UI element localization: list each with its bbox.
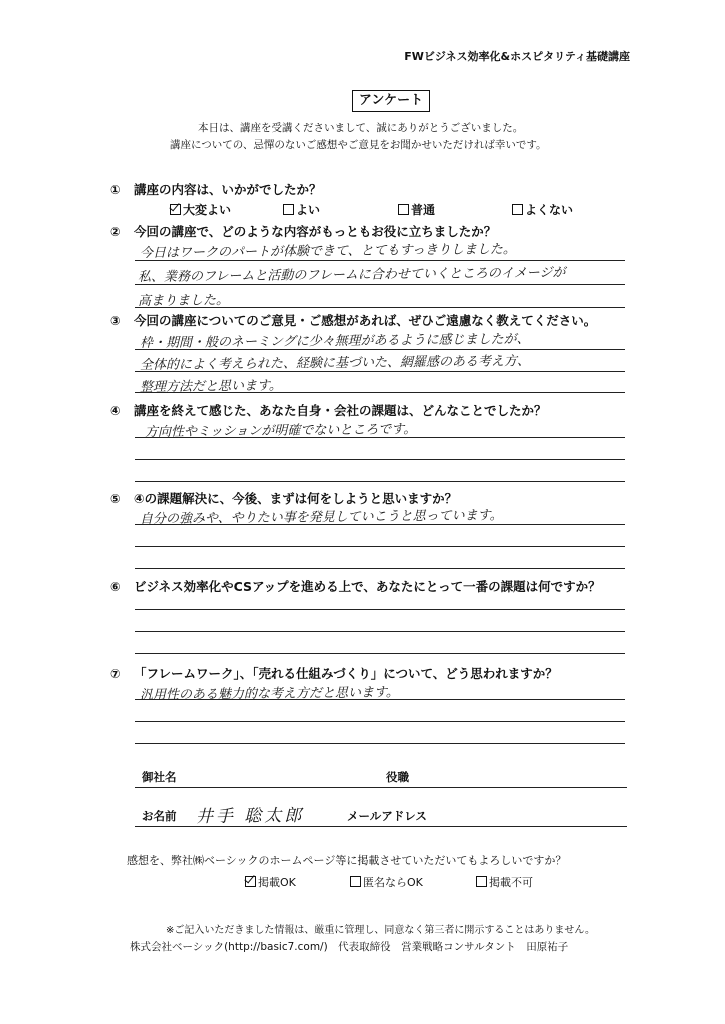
question-number: ⑥	[110, 579, 121, 594]
checked-checkbox-icon[interactable]	[245, 876, 256, 887]
answer-rule	[135, 631, 625, 632]
email-label: メールアドレス	[347, 809, 427, 823]
question-text: ビジネス効率化やCSアップを進める上で、あなたにとって一番の課題は何ですか？	[134, 579, 601, 594]
question-number: ③	[110, 313, 121, 328]
question-text: 「フレームワーク」、「売れる仕組みづくり」について、どう思われますか？	[134, 666, 558, 681]
question-number: ②	[110, 224, 121, 239]
consent-option-anonymous[interactable]	[350, 874, 423, 890]
answer-rule	[135, 349, 625, 350]
question-3	[110, 311, 596, 329]
checkbox-icon[interactable]	[350, 876, 361, 887]
q3-answer-line-2: 全体的によく考えられた、経験に基づいた、網羅感のある考え方、	[139, 353, 530, 373]
answer-rule	[135, 743, 625, 744]
role-label: 役職	[386, 770, 409, 784]
question-text: 今回の講座で、どのような内容がもっともお役に立ちましたか？	[134, 224, 497, 239]
q1-option-4[interactable]	[512, 201, 573, 218]
q3-answer-line-3: 整理方法だと思います。	[139, 378, 282, 395]
checked-checkbox-icon[interactable]	[170, 204, 181, 215]
name-field-rule[interactable]	[135, 826, 627, 827]
question-6	[110, 577, 601, 595]
q5-answer-line-1: 自分の強みや、やりたい事を発見していこうと思っています。	[139, 508, 503, 527]
question-text: 今回の講座についてのご意見・ご感想があれば、ぜひご遠慮なく教えてください。	[134, 313, 597, 328]
checkbox-icon[interactable]	[398, 204, 409, 215]
question-1	[110, 180, 322, 198]
company-label: 御社名	[142, 770, 177, 784]
question-number: ①	[110, 182, 121, 197]
answer-rule	[135, 653, 625, 654]
question-number: ⑤	[110, 491, 121, 506]
answer-rule	[135, 284, 625, 285]
answer-rule	[135, 481, 625, 482]
company-credit: 株式会社ベーシック(http://basic7.com/) 代表取締役 営業戦略コンサルタント 田原祐子	[130, 941, 569, 953]
question-2	[110, 222, 496, 240]
survey-title: アンケート	[352, 90, 430, 112]
option-label: 匿名ならOK	[363, 876, 423, 889]
course-header: FWビジネス効率化&ホスピタリティ基礎講座	[404, 50, 630, 63]
consent-option-ok[interactable]	[245, 874, 296, 890]
question-text: 講座の内容は、いかがでしたか？	[134, 182, 322, 197]
q2-answer-line-2: 私、業務のフレームと活動のフレームに合わせていくところのイメージが	[137, 265, 566, 285]
option-label: 掲載不可	[489, 876, 533, 889]
consent-option-no[interactable]	[476, 874, 533, 890]
consent-question: 感想を、弊社㈱ベーシックのホームページ等に掲載させていただいてもよろしいですか？	[127, 854, 567, 867]
q3-answer-line-1: 枠・期間・般のネーミングに少々無理があるように感じましたが、	[139, 331, 530, 351]
checkbox-icon[interactable]	[512, 204, 523, 215]
question-number: ⑦	[110, 666, 121, 681]
option-label: よい	[296, 203, 321, 217]
question-number: ④	[110, 403, 121, 418]
answer-rule	[135, 437, 625, 438]
q2-answer-line-3: 高まりました。	[137, 293, 230, 309]
answer-rule	[135, 546, 625, 547]
answer-rule	[135, 721, 625, 722]
q1-option-2[interactable]	[283, 201, 320, 218]
option-label: 大変よい	[183, 203, 232, 217]
question-text: ④の課題解決に、今後、まずは何をしようと思いますか？	[134, 491, 458, 506]
option-label: 掲載OK	[258, 876, 296, 889]
question-7	[110, 664, 558, 682]
option-label: 普通	[411, 203, 436, 217]
company-field-rule[interactable]	[135, 787, 627, 788]
answer-rule	[135, 699, 625, 700]
q4-answer-line-1: 方向性やミッションが明確でないところです。	[144, 422, 417, 440]
answer-rule	[135, 568, 625, 569]
answer-rule	[135, 307, 625, 308]
q7-answer-line-1: 汎用性のある魅力的な考え方だと思います。	[139, 685, 399, 703]
answer-rule	[135, 609, 625, 610]
q1-option-1[interactable]	[170, 201, 231, 218]
option-label: よくない	[525, 203, 574, 217]
question-text: 講座を終えて感じた、あなた自身・会社の課題は、どんなことでしたか？	[134, 403, 547, 418]
name-label: お名前	[142, 809, 177, 823]
q2-answer-line-1: 今日はワークのパートが体験できて、とてもすっきりしました。	[139, 242, 516, 261]
answer-rule	[135, 459, 625, 460]
checkbox-icon[interactable]	[476, 876, 487, 887]
question-4	[110, 401, 547, 419]
intro-line-1: 本日は、講座を受講くださいまして、誠にありがとうございました。	[198, 122, 524, 134]
q1-option-3[interactable]	[398, 201, 435, 218]
checkbox-icon[interactable]	[283, 204, 294, 215]
answer-rule	[135, 371, 625, 372]
privacy-note: ※ご記入いただきました情報は、厳重に管理し、同意なく第三者に開示することはありません。	[166, 925, 595, 936]
answer-rule	[135, 524, 625, 525]
name-value[interactable]: 井手 聡太郎	[195, 805, 305, 827]
answer-rule	[135, 392, 625, 393]
intro-line-2: 講座についての、忌憚のないご感想やご意見をお聞かせいただければ幸いです。	[170, 139, 547, 151]
